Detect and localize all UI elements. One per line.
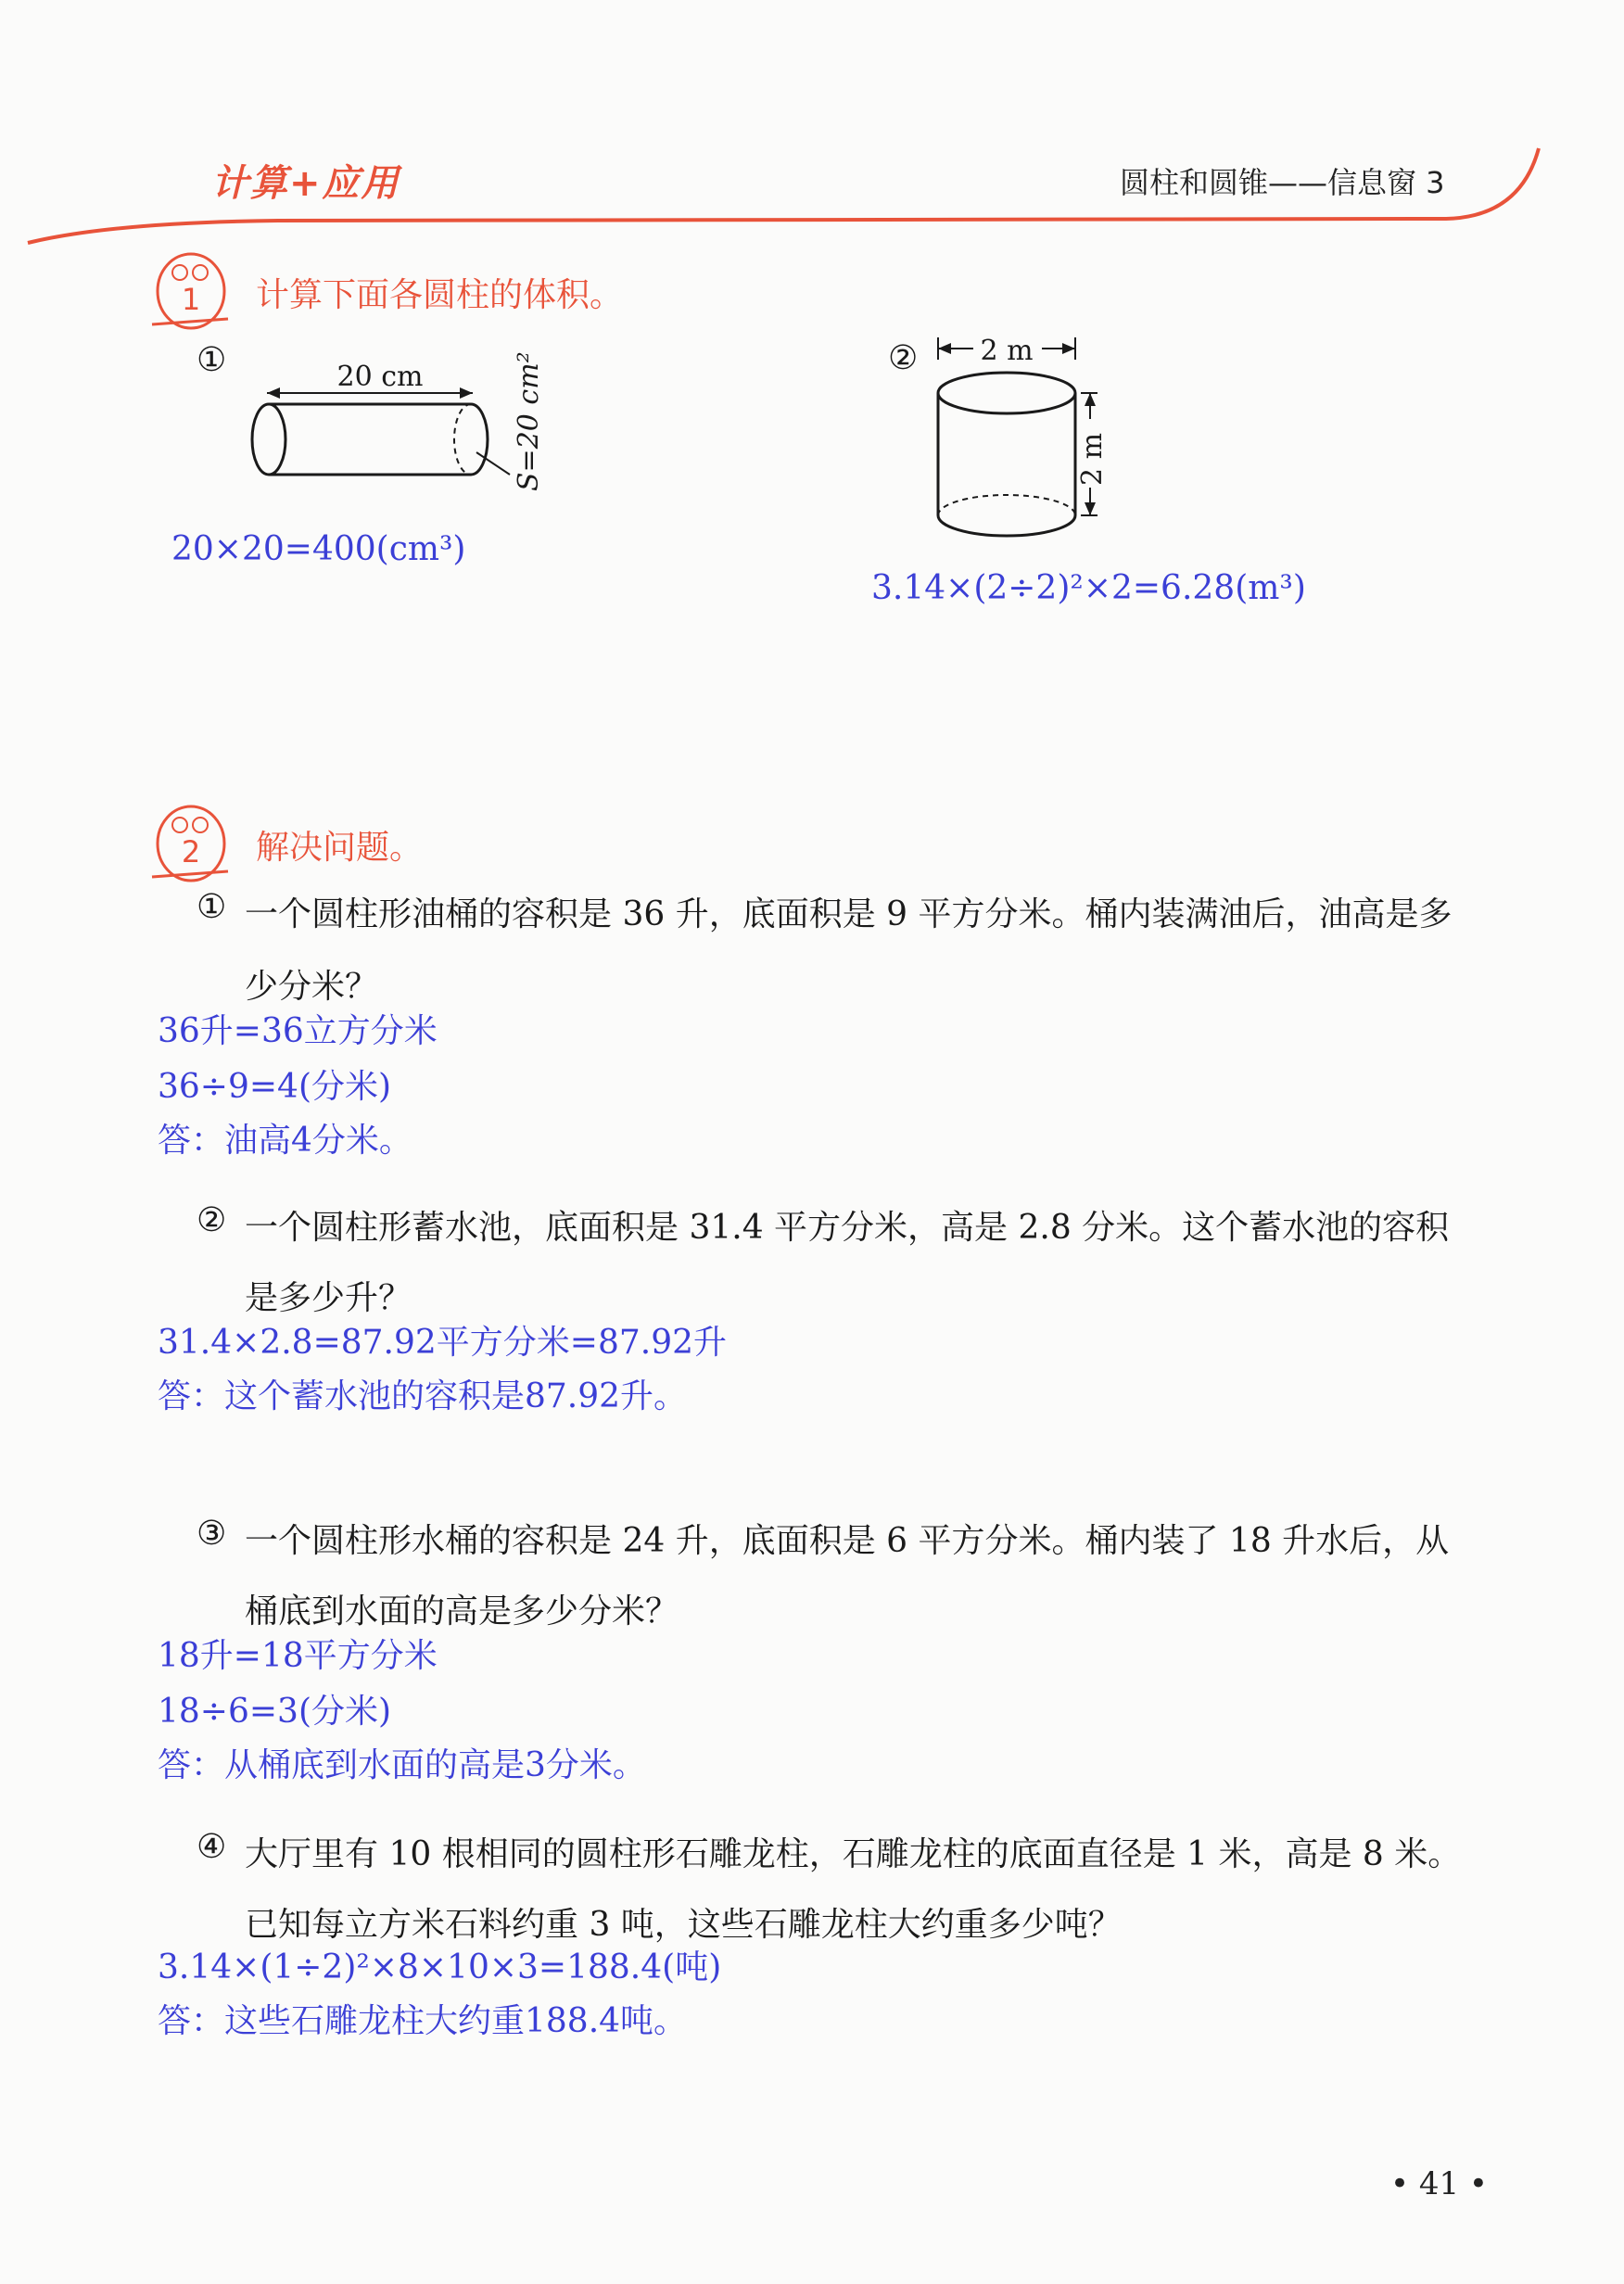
problem-3-marker: ③ bbox=[197, 1515, 227, 1553]
problem-1-answer-line: 答：油高4分米。 bbox=[158, 1122, 412, 1160]
header-rule bbox=[0, 0, 1624, 278]
header-chapter-title: 圆柱和圆锥——信息窗 3 bbox=[1120, 165, 1445, 200]
problem-3-answer-line: 18÷6=3(分米) bbox=[158, 1693, 392, 1731]
problem-2-line1: 一个圆柱形蓄水池，底面积是 31.4 平方分米，高是 2.8 分米。这个蓄水池的容积 bbox=[245, 1209, 1450, 1247]
problem-1-line2: 少分米？ bbox=[245, 968, 379, 1006]
item-1-marker: ① bbox=[197, 341, 227, 379]
problem-3-answer-line: 答：从桶底到水面的高是3分米。 bbox=[158, 1746, 646, 1784]
problem-4-answer-line: 3.14×(1÷2)²×8×10×3=188.4(吨) bbox=[158, 1948, 722, 1986]
section-1-title: 计算下面各圆柱的体积。 bbox=[256, 276, 624, 314]
header-section-label: 计算+应用 bbox=[211, 162, 400, 205]
owl-icon bbox=[148, 797, 232, 886]
problem-4-answer-line: 答：这些石雕龙柱大约重188.4吨。 bbox=[158, 2002, 688, 2040]
section-1-number: 1 bbox=[181, 282, 201, 317]
owl-icon bbox=[148, 245, 232, 334]
problem-4-line2: 已知每立方米石料约重 3 吨，这些石雕龙柱大约重多少吨？ bbox=[245, 1906, 1122, 1944]
problem-2-line2: 是多少升？ bbox=[245, 1279, 412, 1317]
problem-1-marker: ① bbox=[197, 888, 227, 926]
problem-2-answer-line: 答：这个蓄水池的容积是87.92升。 bbox=[158, 1377, 688, 1415]
section-2-title: 解决问题。 bbox=[256, 829, 424, 867]
item-2-answer: 3.14×(2÷2)²×2=6.28(m³) bbox=[871, 569, 1306, 607]
problem-4-marker: ④ bbox=[197, 1828, 227, 1866]
problem-3-answer-line: 18升=18平方分米 bbox=[158, 1637, 438, 1675]
problem-2-marker: ② bbox=[197, 1201, 227, 1239]
cylinder-vertical-diagram bbox=[927, 326, 1149, 549]
problem-3-line2: 桶底到水面的高是多少分米？ bbox=[245, 1592, 679, 1631]
length-label: 20 cm bbox=[336, 361, 424, 393]
problem-1-answer-line: 36升=36立方分米 bbox=[158, 1012, 438, 1050]
problem-4-line1: 大厅里有 10 根相同的圆柱形石雕龙柱，石雕龙柱的底面直径是 1 米，高是 8 米。 bbox=[245, 1835, 1462, 1873]
area-label: S=20 cm² bbox=[513, 351, 545, 491]
page-number: • 41 • bbox=[1390, 2165, 1488, 2202]
item-1-answer: 20×20=400(cm³) bbox=[171, 530, 466, 568]
problem-3-line1: 一个圆柱形水桶的容积是 24 升，底面积是 6 平方分米。桶内装了 18 升水后，从 bbox=[245, 1522, 1450, 1560]
problem-1-line1: 一个圆柱形油桶的容积是 36 升，底面积是 9 平方分米。桶内装满油后，油高是多 bbox=[245, 895, 1453, 933]
item-2-marker: ② bbox=[888, 339, 919, 377]
section-2-number: 2 bbox=[181, 834, 201, 869]
problem-2-answer-line: 31.4×2.8=87.92平方分米=87.92升 bbox=[158, 1324, 728, 1362]
problem-1-answer-line: 36÷9=4(分米) bbox=[158, 1068, 392, 1106]
cylinder-horizontal-diagram bbox=[232, 334, 584, 510]
diameter-label: 2 m bbox=[980, 335, 1034, 367]
height-label: 2 m bbox=[1076, 432, 1109, 486]
